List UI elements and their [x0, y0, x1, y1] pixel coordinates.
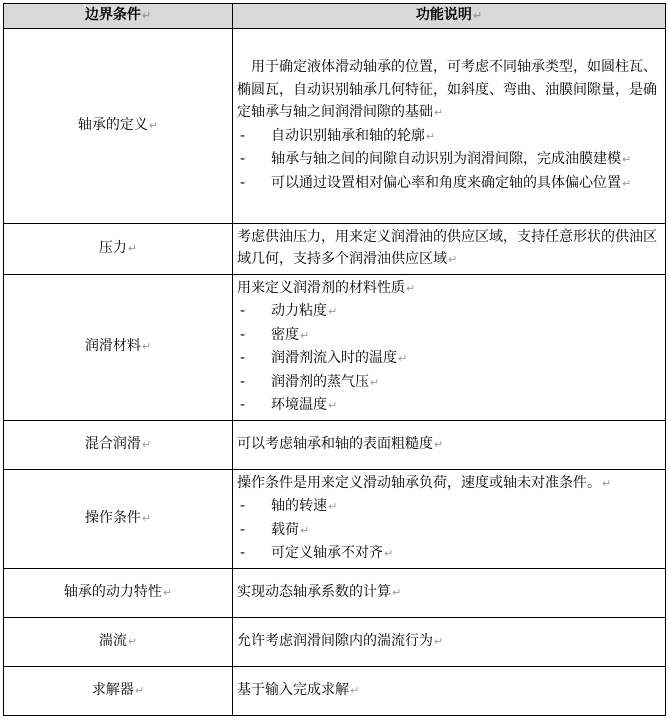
description-text: 用于确定液体滑动轴承的位置，可考虑不同轴承类型，如圆柱瓦、椭圆瓦，自动识别轴承几何特征，如斜度、弯曲、油膜间隙量，是确定轴承与轴之间润滑间隙的基础: [237, 59, 657, 120]
bullet-item: [237, 371, 663, 395]
dash-bullet-icon: -: [240, 545, 246, 561]
description-cell: [233, 28, 666, 223]
dash-bullet-icon: -: [240, 350, 246, 366]
bullet-item: [237, 125, 663, 149]
header-label: 边界条件: [84, 7, 141, 23]
paragraph-mark: ↵: [398, 352, 408, 365]
condition-cell: [4, 223, 233, 274]
bullet-item: [237, 148, 663, 172]
description-paragraph: [237, 277, 663, 301]
description-cell: [233, 420, 666, 469]
table-row: [4, 469, 666, 568]
description-cell: [233, 568, 666, 617]
dash-bullet-icon: -: [240, 373, 246, 390]
paragraph-mark: ↵: [300, 328, 310, 342]
condition-cell: [4, 274, 233, 420]
header-boundary-condition: [4, 4, 233, 29]
paragraph-mark: ↵: [622, 176, 632, 190]
description-cell: [233, 274, 666, 420]
dash-bullet-icon: -: [240, 521, 246, 538]
paragraph-mark: ↵: [328, 399, 338, 412]
bullet-text: 动力粘度: [271, 303, 327, 319]
description-cell: [233, 469, 666, 568]
bullet-text: 可定义轴承不对齐: [271, 545, 383, 561]
paragraph-mark: ↵: [434, 634, 444, 648]
description-cell: [233, 223, 666, 274]
table-row: [4, 617, 666, 666]
paragraph-mark: ↵: [426, 129, 436, 143]
description-paragraph: [237, 226, 663, 272]
paragraph-mark: ↵: [141, 9, 152, 22]
condition-cell: [4, 420, 233, 469]
description-paragraph: [237, 630, 663, 654]
condition-label: 润滑材料: [84, 338, 141, 355]
paragraph-mark: ↵: [472, 9, 483, 22]
dash-bullet-icon: -: [240, 127, 246, 144]
bullet-text: 润滑剂的蒸气压: [271, 373, 369, 390]
bullet-item: [237, 495, 663, 519]
bullet-text: 轴的转速: [271, 498, 327, 514]
paragraph-mark: ↵: [162, 585, 173, 599]
table-header-row: [4, 4, 666, 29]
description-text: 考虑供油压力，用来定义润滑油的供应区域，支持任意形状的供油区域几何，支持多个润滑油供应区域: [237, 228, 657, 267]
dash-bullet-icon: -: [240, 498, 246, 514]
header-label: 功能说明: [415, 7, 472, 23]
description-paragraph: [237, 581, 663, 605]
bullet-item: [237, 542, 663, 566]
condition-label: 湍流: [98, 632, 127, 649]
paragraph-mark: ↵: [134, 683, 145, 697]
condition-label: 求解器: [91, 681, 134, 698]
bullet-text: 可以通过设置相对偏心率和角度来确定轴的具体偏心位置: [271, 174, 621, 191]
bullet-text: 密度: [271, 326, 299, 343]
paragraph-mark: ↵: [328, 305, 338, 318]
paragraph-mark: ↵: [300, 523, 310, 537]
description-cell: [233, 617, 666, 666]
description-text: 基于输入完成求解: [237, 681, 349, 698]
bullet-item: [237, 300, 663, 324]
paragraph-mark: ↵: [350, 683, 360, 697]
paragraph-mark: ↵: [406, 281, 416, 295]
dash-bullet-icon: -: [240, 174, 246, 191]
dash-bullet-icon: -: [240, 151, 246, 167]
paragraph-mark: ↵: [141, 340, 152, 354]
condition-cell: [4, 469, 233, 568]
paragraph-mark: ↵: [434, 106, 444, 119]
condition-label: 轴承的动力特性: [63, 583, 162, 600]
condition-label: 压力: [98, 239, 127, 256]
paragraph-mark: ↵: [392, 585, 402, 599]
paragraph-mark: ↵: [141, 511, 152, 525]
condition-cell: [4, 568, 233, 617]
description-text: 可以考虑轴承和轴的表面粗糙度: [237, 435, 433, 452]
paragraph-mark: ↵: [370, 375, 380, 389]
description-paragraph: [237, 679, 663, 703]
table-row: [4, 666, 666, 715]
paragraph-mark: ↵: [148, 118, 159, 132]
description-text: 允许考虑润滑间隙内的湍流行为: [237, 632, 433, 649]
bullet-text: 轴承与轴之间的间隙自动识别为润滑间隙，完成油膜建模: [271, 151, 621, 167]
condition-cell: [4, 28, 233, 223]
description-paragraph: [237, 433, 663, 457]
bullet-text: 润滑剂流入时的温度: [271, 350, 397, 366]
bullet-text: 环境温度: [271, 397, 327, 413]
paragraph-mark: ↵: [622, 153, 632, 166]
table-row: [4, 223, 666, 274]
description-paragraph: [237, 56, 663, 125]
paragraph-mark: ↵: [141, 437, 152, 451]
bullet-item: [237, 394, 663, 418]
description-text: 实现动态轴承系数的计算: [237, 583, 391, 600]
paragraph-mark: ↵: [434, 437, 444, 451]
paragraph-mark: ↵: [602, 476, 612, 490]
table-row: [4, 28, 666, 223]
condition-cell: [4, 617, 233, 666]
paragraph-mark: ↵: [328, 500, 338, 513]
dash-bullet-icon: -: [240, 303, 246, 319]
bullet-text: 自动识别轴承和轴的轮廓: [271, 127, 425, 144]
boundary-conditions-table-wrapper: [3, 3, 665, 716]
description-paragraph: [237, 472, 663, 496]
bullet-item: [237, 172, 663, 196]
table-row: [4, 420, 666, 469]
condition-cell: [4, 666, 233, 715]
table-row: [4, 568, 666, 617]
dash-bullet-icon: -: [240, 326, 246, 343]
bullet-item: [237, 347, 663, 371]
bullet-item: [237, 324, 663, 348]
bullet-text: 载荷: [271, 521, 299, 538]
dash-bullet-icon: -: [240, 397, 246, 413]
description-text: 用来定义润滑剂的材料性质: [237, 279, 405, 296]
boundary-conditions-table: [3, 3, 666, 716]
description-text: 操作条件是用来定义滑动轴承负荷，速度或轴未对准条件。: [237, 474, 601, 491]
paragraph-mark: ↵: [127, 634, 138, 648]
bullet-item: [237, 519, 663, 543]
condition-label: 混合润滑: [84, 435, 141, 452]
description-cell: [233, 666, 666, 715]
table-row: [4, 274, 666, 420]
paragraph-mark: ↵: [384, 547, 394, 560]
condition-label: 操作条件: [84, 509, 141, 526]
condition-label: 轴承的定义: [77, 116, 148, 133]
paragraph-mark: ↵: [448, 253, 458, 266]
header-function-description: [233, 4, 666, 29]
paragraph-mark: ↵: [127, 241, 138, 255]
